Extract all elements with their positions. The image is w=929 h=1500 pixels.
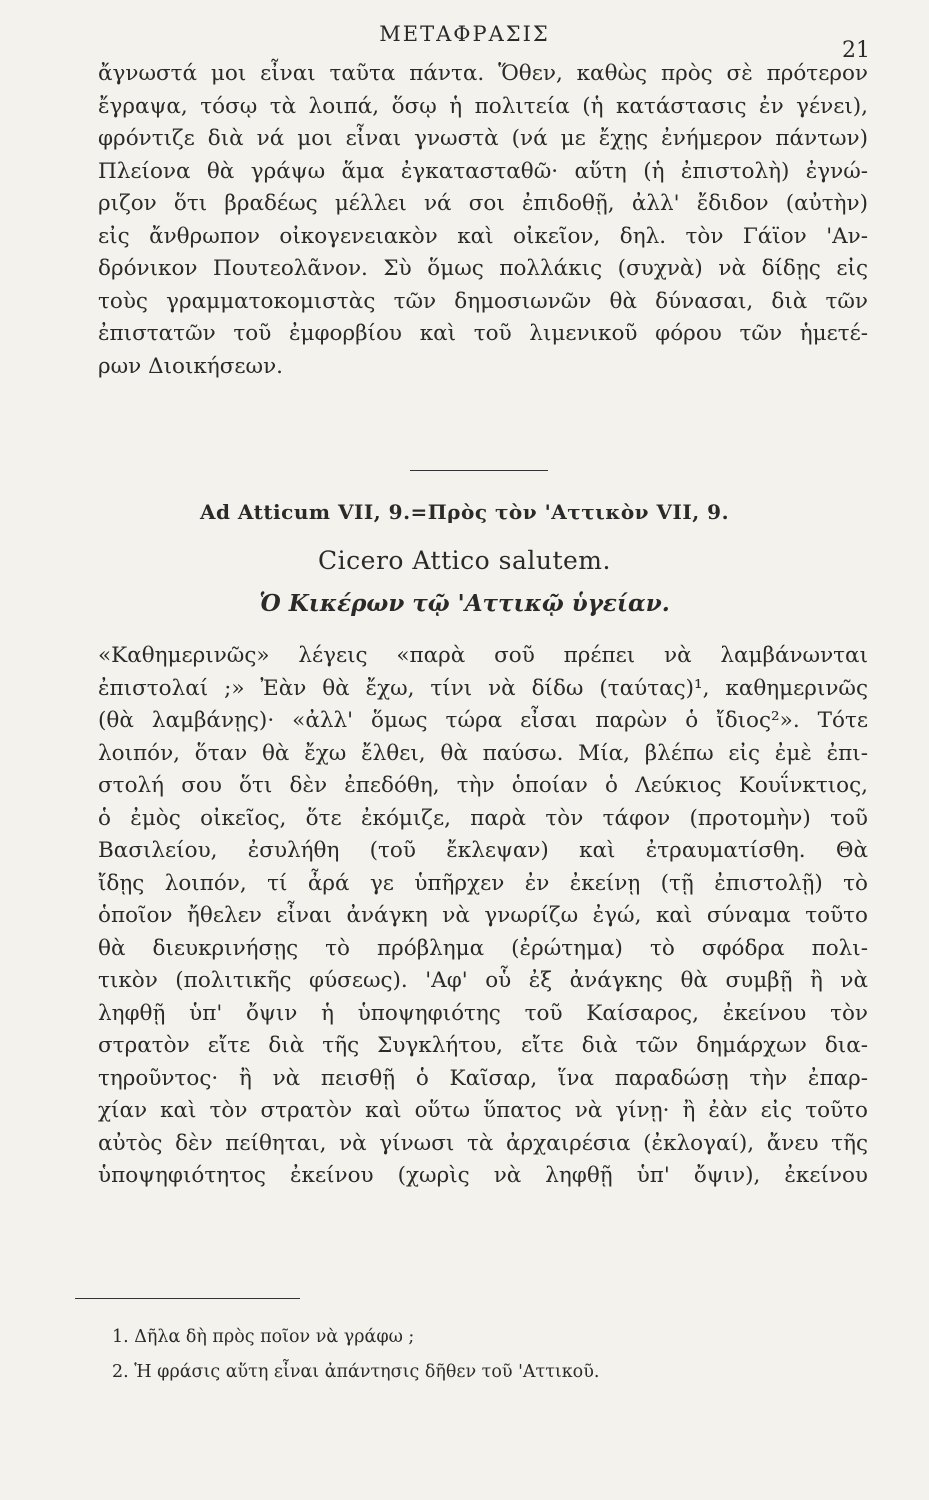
text-line: (θὰ λαμβάνῃς)· «ἀλλ' ὅμως τώρα εἶσαι παρὼν ὁ ἴδιος²». Τότε: [98, 708, 868, 733]
text-line: ἐπιστολαί ;» Ἐὰν θὰ ἔχω, τίνι νὰ δίδω (ταύτας)¹, καθημερινῶς: [98, 675, 868, 701]
text-line: ρων Διοικήσεων.: [98, 353, 283, 379]
text-line: τηροῦντος· ἢ νὰ πεισθῇ ὁ Καῖσαρ, ἵνα παραδώσῃ τὴν ἐπαρ-: [98, 1065, 868, 1091]
text-line: «Καθημερινῶς» λέγεις «παρὰ σοῦ πρέπει νὰ λαμβάνωνται: [98, 643, 868, 668]
text-line: ὁ ἐμὸς οἰκεῖος, ὅτε ἐκόμιζε, παρὰ τὸν τάφον (προτομὴν) τοῦ: [98, 805, 868, 831]
text-line: αὐτὸς δὲν πείθηται, νὰ γίνωσι τὰ ἀρχαιρέσια (ἐκλογαί), ἄνευ τῆς: [98, 1130, 868, 1156]
text-line: τικὸν (πολιτικῆς φύσεως). 'Αφ' οὗ ἐξ ἀνάγκης θὰ συμβῇ ἢ νὰ: [98, 968, 868, 993]
text-line: ἐπιστατῶν τοῦ ἐμφορβίου καὶ τοῦ λιμενικοῦ φόρου τῶν ἡμετέ-: [98, 321, 868, 346]
text-line: λοιπόν, ὅταν θὰ ἔχω ἔλθει, θὰ παύσω. Μία, βλέπω εἰς ἐμὲ ἐπι-: [98, 740, 868, 766]
text-line: εἰς ἄνθρωπον οἰκογενειακὸν καὶ οἰκεῖον, δηλ. τὸν Γάϊον 'Αν-: [98, 223, 868, 249]
paragraph-1: [98, 58, 868, 383]
text-line: ἔγραψα, τόσῳ τὰ λοιπά, ὅσῳ ἡ πολιτεία (ἡ κατάστασις ἐν γένει),: [98, 93, 868, 119]
text-line: ριζον ὅτι βραδέως μέλλει νά σοι ἐπιδοθῇ, ἀλλ' ἔδιδον (αὐτὴν): [98, 191, 868, 216]
footnote-1: 1. Δῆλα δὴ πρὸς ποῖον νὰ γράφω ;: [112, 1327, 415, 1347]
text-line: στολή σου ὅτι δὲν ἐπεδόθη, τὴν ὁποίαν ὁ Λεύκιος Κουΐνκτιος,: [98, 773, 868, 798]
text-line: Πλείονα θὰ γράψω ἅμα ἐγκατασταθῶ· αὕτη (ἡ ἐπιστολὴ) ἐγνώ-: [98, 158, 868, 184]
paragraph-2: [98, 640, 868, 1193]
latin-title: Cicero Attico salutem.: [318, 546, 611, 575]
greek-title: Ὁ Κικέρων τῷ 'Αττικῷ ὑγείαν.: [259, 590, 670, 617]
text-line: χίαν καὶ τὸν στρατὸν καὶ οὕτω ὕπατος νὰ γίνῃ· ἢ ἐὰν εἰς τοῦτο: [98, 1098, 868, 1123]
page-number: 21: [842, 38, 870, 63]
footnotes: [112, 1320, 832, 1390]
text-line: στρατὸν εἴτε διὰ τῆς Συγκλήτου, εἴτε διὰ τῶν δημάρχων δια-: [98, 1033, 868, 1058]
text-line: ὁποῖον ἤθελεν εἶναι ἀνάγκη νὰ γνωρίζω ἐγώ, καὶ σύναμα τοῦτο: [98, 903, 868, 928]
text-line: ὑποψηφιότητος ἐκείνου (χωρὶς νὰ ληφθῇ ὑπ' ὄψιν), ἐκείνου: [98, 1163, 868, 1188]
text-line: δρόνικον Πουτεολᾶνον. Σὺ ὅμως πολλάκις (συχνὰ) νὰ δίδῃς εἰς: [98, 256, 868, 281]
text-line: ἄγνωστά μοι εἶναι ταῦτα πάντα. Ὅθεν, καθὼς πρὸς σὲ πρότερον: [98, 61, 868, 86]
text-line: τοὺς γραμματοκομιστὰς τῶν δημοσιωνῶν θὰ δύνασαι, διὰ τῶν: [98, 288, 868, 314]
footnote-2: 2. Ἡ φράσις αὕτη εἶναι ἀπάντησις δῆθεν τοῦ 'Αττικοῦ.: [112, 1362, 600, 1382]
footnote-divider: [75, 1298, 300, 1299]
text-line: ἴδῃς λοιπόν, τί ἆρά γε ὑπῆρχεν ἐν ἐκείνῃ (τῇ ἐπιστολῇ) τὸ: [98, 870, 868, 896]
section-divider: [410, 470, 548, 471]
text-line: φρόντιζε διὰ νά μοι εἶναι γνωστὰ (νά με ἔχῃς ἐνήμερον πάντων): [98, 126, 868, 151]
running-title: ΜΕΤΑΦΡΑΣΙΣ: [379, 22, 550, 46]
section-reference: Ad Atticum VII, 9.=Πρὸς τὸν 'Αττικὸν VII, 9.: [199, 500, 730, 524]
text-line: Βασιλείου, ἐσυλήθη (τοῦ ἔκλεψαν) καὶ ἐτραυματίσθη. Θὰ: [98, 838, 868, 863]
text-line: ληφθῇ ὑπ' ὄψιν ἡ ὑποψηφιότης τοῦ Καίσαρος, ἐκείνου τὸν: [98, 1000, 868, 1026]
text-line: θὰ διευκρινήσῃς τὸ πρόβλημα (ἐρώτημα) τὸ σφόδρα πολι-: [98, 935, 868, 961]
